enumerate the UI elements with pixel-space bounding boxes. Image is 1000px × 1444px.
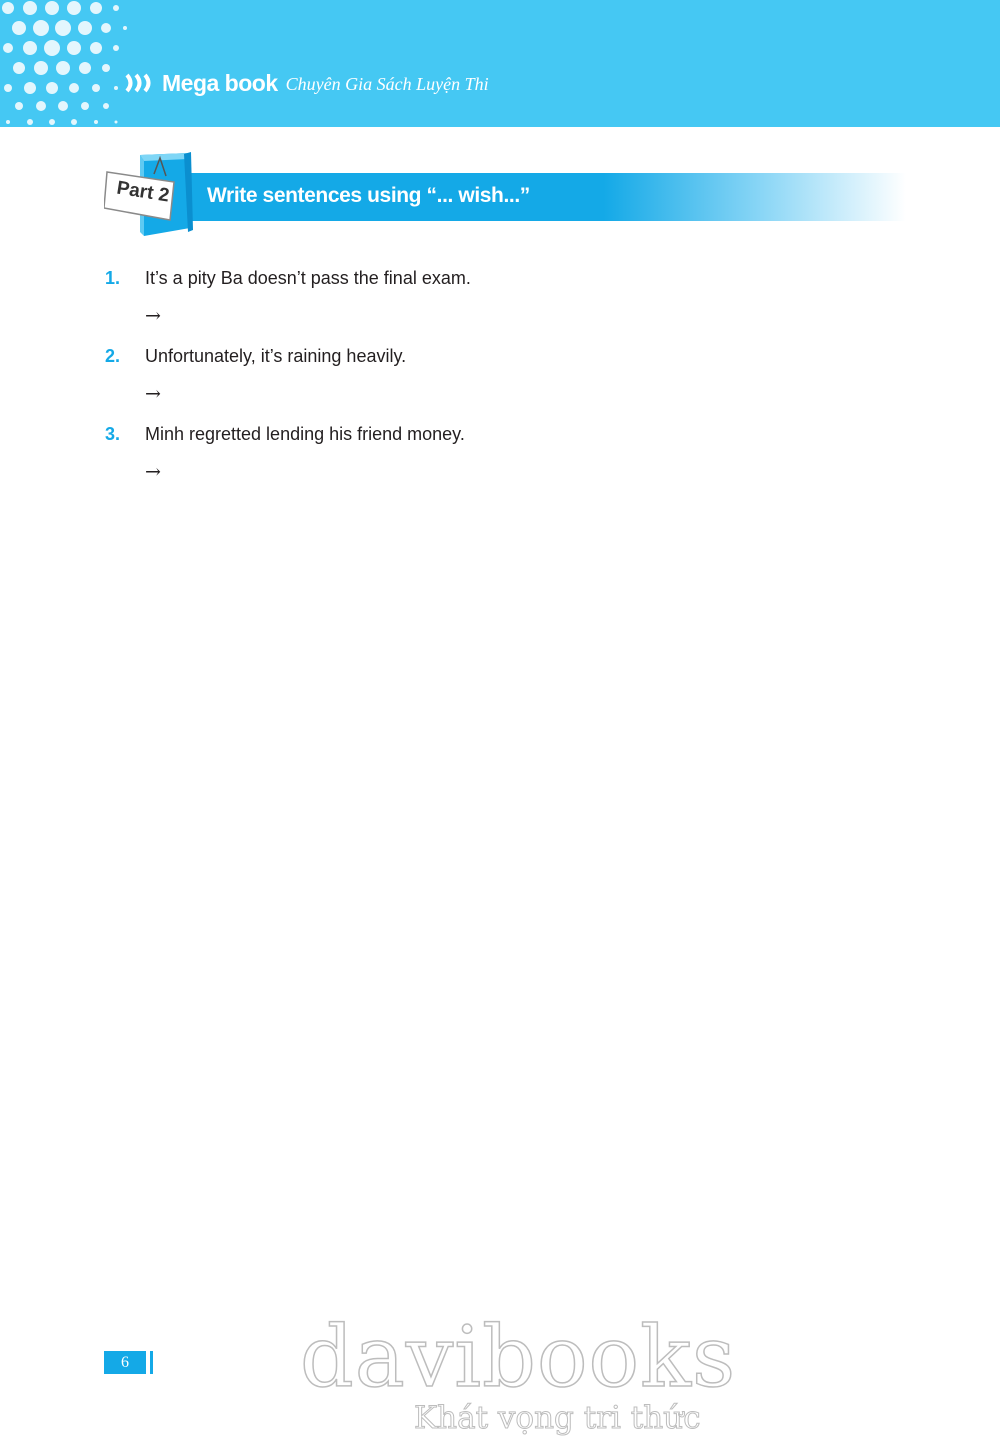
watermark: davibooks	[300, 1308, 737, 1406]
page-number: 6	[104, 1351, 146, 1374]
answer-arrow-icon: →	[145, 305, 161, 327]
question-number: 1.	[105, 268, 121, 288]
part-badge-label: Part 2	[115, 177, 171, 207]
dot-pattern-decoration	[0, 0, 135, 127]
book-icon	[104, 150, 196, 240]
page-number-divider	[150, 1351, 153, 1374]
question-text: It’s a pity Ba doesn’t pass the final exam.	[145, 268, 471, 288]
part-title: Write sentences using “... wish...”	[207, 184, 530, 207]
brand-name: Mega book	[162, 69, 278, 96]
brand-tagline: Chuyên Gia Sách Luyện Thi	[285, 74, 489, 94]
answer-arrow-icon: →	[145, 461, 161, 483]
brand-mark-icon	[124, 72, 158, 94]
question-item	[105, 420, 925, 498]
watermark-subtitle: Khát vọng tri thức	[414, 1400, 701, 1436]
part-title-banner	[186, 173, 906, 221]
question-text: Minh regretted lending his friend money.	[145, 424, 465, 444]
question-list	[105, 264, 925, 498]
question-number: 3.	[105, 424, 121, 444]
question-item	[105, 342, 925, 420]
question-item	[105, 264, 925, 342]
question-text: Unfortunately, it’s raining heavily.	[145, 346, 407, 366]
brand-logo	[124, 66, 489, 100]
question-number: 2.	[105, 346, 121, 366]
answer-arrow-icon: →	[145, 383, 161, 405]
page-header	[0, 0, 1000, 127]
